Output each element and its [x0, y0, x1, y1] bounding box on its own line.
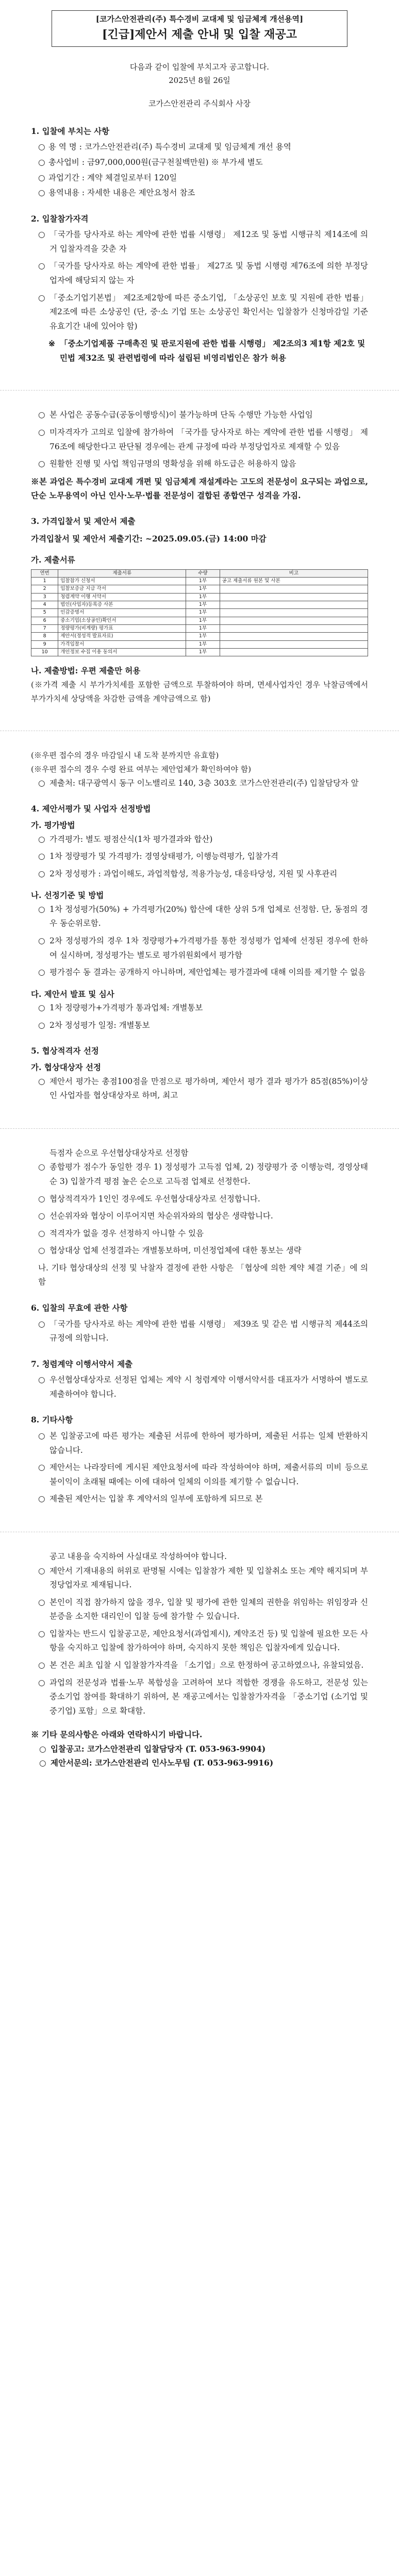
section-8-list	[31, 1429, 368, 1506]
note-block: ※ 「중소기업제품 구매촉진 및 판로지원에 관한 법률 시행령」 제2조의3 제1항 제2호 및 민법 제32조 및 관련법령에 따라 설립된 비영리법인은 참가 허용	[31, 336, 368, 365]
table-cell: 제안서(정성적 발표자료)	[58, 633, 186, 640]
list-item-text: 「중소기업기본법」 제2조제2항에 따른 중소기업, 「소상공인 보호 및 지원에 관한 법률」 제2조에 따른 소상공인 (단, 중·소 기업 또는 소상공인 확인서는 입찰참가 신청마감일 기준 유효기간 내에 있어야 함)	[49, 293, 368, 331]
continued-text: 공고 내용을 숙지하여 사실대로 작성하여야 합니다.	[49, 1551, 227, 1561]
list-item: ○ 본인이 직접 참가하지 않을 경우, 입찰 및 평가에 관한 일체의 권한을 위임하는 위임장과 신분증을 소지한 대리인이 입찰 등에 참가할 수 있습니다.	[38, 1596, 368, 1624]
table-header-row	[31, 569, 368, 577]
table-cell	[220, 601, 368, 609]
section-heading: 6. 입찰의 무효에 관한 사항	[31, 1302, 128, 1313]
table-cell: 1부	[186, 578, 220, 585]
table-cell: 9	[31, 640, 58, 648]
section-5a-list	[31, 1075, 368, 1103]
announcement-date: 2025년 8월 26일	[169, 76, 230, 86]
table-cell: 개인정보 수집 이용 동의서	[58, 649, 186, 656]
table-cell	[220, 633, 368, 640]
subsection-heading: 다. 제안서 발표 및 심사	[31, 989, 114, 999]
section-heading: 8. 기타사항	[31, 1415, 73, 1425]
table-cell	[220, 640, 368, 648]
table-header: 제출서류	[58, 569, 186, 577]
page-break	[0, 710, 399, 731]
list-item: ○ 원활한 진행 및 사업 책임규명의 명확성을 위해 하도급은 허용하지 않음	[38, 457, 368, 471]
table-cell: 입찰보증금 지급 각서	[58, 585, 186, 593]
list-item: ○ 본 입찰공고에 따른 평가는 제출된 서류에 한하여 평가하며, 제출된 서류는 일체 반환하지 않습니다.	[38, 1429, 368, 1458]
list-item	[38, 291, 368, 334]
table-cell	[220, 585, 368, 593]
table-cell: 1부	[186, 649, 220, 656]
table-cell: 1부	[186, 633, 220, 640]
vat-note: (※가격 제출 시 부가가치세를 포함한 금액으로 투찰하여야 하며, 면세사업자인 경우 낙찰금액에서 부가가치세 상당액을 차감한 금액을 계약금액으로 함)	[31, 680, 368, 703]
table-cell: 6	[31, 617, 58, 624]
table-cell	[220, 593, 368, 601]
list-item: ○ 본 건은 최초 입찰 시 입찰참가자격을 「소기업」으로 한정하여 공고하였으나, 유찰되었음.	[38, 1658, 368, 1673]
mail-note: (※우편 접수의 경우 마감일시 내 도착 분까지만 유효함)	[31, 751, 219, 760]
section-heading: 2. 입찰참가자격	[31, 213, 89, 224]
bold-note: ※본 과업은 특수경비 교대제 개편 및 임금체계 재설계라는 고도의 전문성이 요구되는 과업으로, 단순 노무용역이 아닌 인사·노무·법률 전문성이 결합된 종합연구 성격을 가짐.	[31, 476, 368, 501]
list-item: ○ 협상적격자가 1인인 경우에도 우선협상대상자로 선정합니다.	[38, 1192, 368, 1207]
page-break	[0, 1512, 399, 1532]
mail-note: (※우편 접수의 경우 수령 완료 여부는 제안업체가 확인하여야 함)	[31, 765, 252, 774]
table-row	[31, 617, 368, 624]
list-item: ○ 제안서 기재내용의 허위로 판명될 시에는 입찰참가 제한 및 입찰취소 또는 계약 해지되며 부정당업자로 제재됩니다.	[38, 1564, 368, 1592]
table-row	[31, 625, 368, 633]
section-1-list	[31, 140, 368, 200]
contact-note: ※ 기타 문의사항은 아래와 연락하시기 바랍니다.	[31, 1730, 203, 1740]
table-row	[31, 578, 368, 585]
list-item: ○ 총사업비 : 금97,000,000원(금구천칠백만원) ※ 부가세 별도	[38, 156, 368, 170]
list-item: ○ 과업기간 : 계약 체결일로부터 120일	[38, 171, 368, 185]
table-body	[31, 578, 368, 656]
address-list	[31, 776, 368, 791]
continued-text: 득점자 순으로 우선협상대상자로 선정함	[49, 1148, 189, 1158]
list-item: ○ 1차 정성평가(50%) + 가격평가(20%) 합산에 대한 상위 5개 업체로 선정함. 단, 동점의 경우 동순위로함.	[38, 903, 368, 931]
list-item: ○ 2차 정성평가 : 과업이해도, 과업적합성, 적용가능성, 대응타당성, 지원 및 사후관리	[38, 867, 368, 882]
table-cell: 1부	[186, 640, 220, 648]
table-cell: 1	[31, 578, 58, 585]
list-item: ○ 적격자가 없을 경우 선정하지 아니할 수 있음	[38, 1227, 368, 1241]
title-subtitle: [코가스안전관리(주) 특수경비 교대제 및 임금체계 개선용역]	[95, 14, 304, 24]
table-cell: 1부	[186, 585, 220, 593]
table-cell: 입찰참가 신청서	[58, 578, 186, 585]
documents-table	[31, 569, 368, 657]
section-6-list	[31, 1317, 368, 1346]
list-item: ○ 「국가를 당사자로 하는 계약에 관한 법률 시행령」 제39조 및 같은 법 시행규칙 제44조의 규정에 의함니다.	[38, 1317, 368, 1346]
issuer-org: 코가스안전관리 주식회사 사장	[148, 99, 251, 109]
table-cell: 1부	[186, 609, 220, 617]
table-cell: 중소기업(소상공인)확인서	[58, 617, 186, 624]
table-row	[31, 640, 368, 648]
list-item: ○ 미자격자가 고의로 입찰에 참가하여 「국가를 당사자로 하는 계약에 관한 법률 시행령」 제76조에 해당한다고 판단될 경우에는 관계 규정에 따라 부정당업자로 제재할 수 있음	[38, 426, 368, 454]
table-cell: 공고 제출서류 원본 및 사본	[220, 578, 368, 585]
table-row	[31, 593, 368, 601]
title-box	[52, 10, 347, 47]
table-header: 비고	[220, 569, 368, 577]
list-item: ○ 제출처: 대구광역시 동구 이노밸리로 140, 3층 303호 코가스안전관리(주) 입찰담당자 앞	[38, 776, 368, 791]
list-item: ○ 입찰자는 반드시 입찰공고문, 제안요청서(과업제시), 계약조건 등) 및 입찰에 필요한 모든 사항을 숙지하고 입찰에 참가하여야 하며, 숙지하지 못한 책임은 입찰자에게 있습니다.	[38, 1627, 368, 1655]
table-cell: 1부	[186, 625, 220, 633]
list-item: ○ 1차 정량평가 및 가격평가: 경영상태평가, 이행능력평가, 입찰가격	[38, 850, 368, 864]
table-cell: 정량평가(비계량) 평가표	[58, 625, 186, 633]
subsection-heading: 가. 제출서류	[31, 555, 75, 565]
table-cell: 인감증명서	[58, 609, 186, 617]
list-item: ○ 「국가를 당사자로 하는 계약에 관한 법률」 제27조 및 동법 시행령 제76조에 의한 부정당업자에 해당되지 않는 자	[38, 259, 368, 287]
section-4c-list	[31, 1001, 368, 1032]
contact-item: ○ 입찰공고: 코가스안전관리 입찰담당자 (T. 053-963-9904)	[39, 1742, 368, 1756]
table-row	[31, 649, 368, 656]
table-cell	[220, 625, 368, 633]
page-break	[0, 1108, 399, 1129]
intro-text: 다음과 같이 입찰에 부치고자 공고합니다.	[129, 62, 270, 72]
section-2b-list	[31, 408, 368, 471]
list-item: ○ 본 사업은 공동수급(공동이행방식)이 불가능하며 단독 수행만 가능한 사업임	[38, 408, 368, 422]
list-item: ○ 2차 정성평가의 경우 1차 정량평가+가격평가를 통한 정성평가 업체에 선정된 경우에 한하여 실시하며, 정성평가는 별도로 평가위원회에서 평가함	[38, 934, 368, 962]
subsection-heading: 나. 제출방법: 우편 제출만 허용	[31, 666, 141, 676]
list-item: ○ 가격평가: 별도 평점산식(1차 평가결과와 합산)	[38, 833, 368, 847]
subsection-heading: 나. 선정기준 및 방법	[31, 890, 104, 901]
subsection-heading: 가. 평가방법	[31, 820, 75, 830]
list-item: ○ 용역내용 : 자세한 내용은 제안요청서 참조	[38, 186, 368, 200]
list-item: ○ 평가점수 동 결과는 공개하지 아니하며, 제안업체는 평가결과에 대해 이의를 제기할 수 없음	[38, 965, 368, 980]
table-cell: 1부	[186, 601, 220, 609]
contact-list	[31, 1742, 368, 1770]
table-cell: 1부	[186, 617, 220, 624]
table-cell: 4	[31, 601, 58, 609]
table-cell: 7	[31, 625, 58, 633]
table-header: 연번	[31, 569, 58, 577]
section-5b-list	[31, 1160, 368, 1258]
list-item: ○ 종합평가 점수가 동일한 경우 1) 정성평가 고득점 업체, 2) 정량평가 중 이행능력, 경영상태 순 3) 입찰가격 평점 높은 순으로 고득점 업체로 선정한다.	[38, 1160, 368, 1189]
table-header: 수량	[186, 569, 220, 577]
subsection-heading: 가. 협상대상자 선정	[31, 1062, 101, 1073]
section-8b-list	[31, 1564, 368, 1719]
page-break	[0, 370, 399, 391]
table-cell: 2	[31, 585, 58, 593]
list-item: ○ 과업의 전문성과 법률·노무 복합성을 고려하여 보다 적합한 경쟁을 유도하고, 전문성 있는 중소기업 참여를 확대하기 위하여, 본 재공고에서는 입찰참가자격을 「중소기업 (소기업 및 중기업) 포함」으로 확대함.	[38, 1676, 368, 1719]
table-cell: 10	[31, 649, 58, 656]
list-item: ○ 용 역 명 : 코가스안전관리(주) 특수경비 교대제 및 임금체계 개선 용역	[38, 140, 368, 155]
table-row	[31, 633, 368, 640]
table-cell: 법인(사업자)등록증 사본	[58, 601, 186, 609]
table-row	[31, 601, 368, 609]
table-cell	[220, 649, 368, 656]
table-cell	[220, 617, 368, 624]
deadline-text: 가격입찰서 및 제안서 제출기간: ~2025.09.05.(금) 14:00 마감	[31, 533, 267, 544]
contact-item: ○ 제안서문의: 코가스안전관리 인사노무팀 (T. 053-963-9916)	[39, 1756, 368, 1770]
list-item: ○ 선순위자와 협상이 이루어지면 차순위자와의 협상은 생략합니다.	[38, 1209, 368, 1224]
section-heading: 1. 입찰에 부치는 사항	[31, 126, 110, 136]
section-heading: 7. 청렴계약 이행서약서 제출	[31, 1359, 133, 1369]
table-cell: 5	[31, 609, 58, 617]
list-item: ○ 제안서는 나라장터에 게시된 제안요청서에 따라 작성하여야 하며, 제출서류의 미비 등으로 불이익이 초래될 때에는 이에 대하여 일체의 이의를 제기할 수 없습니다.	[38, 1461, 368, 1489]
list-item: ○ 「국가를 당사자로 하는 계약에 관한 법률 시행령」 제12조 및 동법 시행규칙 제14조에 의거 입찰자격을 갖춘 자	[38, 228, 368, 256]
table-cell: 8	[31, 633, 58, 640]
section-7-list	[31, 1373, 368, 1401]
table-row	[31, 585, 368, 593]
table-cell: 3	[31, 593, 58, 601]
section-2-list	[31, 228, 368, 333]
list-item: ○ 제안서 평가는 총점100점을 만점으로 평가하며, 제안서 평가 결과 평가가 85점(85%)이상인 사업자를 협상대상자로 하며, 최고	[38, 1075, 368, 1103]
list-item: ○ 우선협상대상자로 선정된 업체는 계약 시 청렴계약 이행서약서를 대표자가 서명하여 별도로 제출하여야 합니다.	[38, 1373, 368, 1401]
table-cell: 청렴계약 이행 서약서	[58, 593, 186, 601]
table-cell: 1부	[186, 593, 220, 601]
section-heading: 4. 제안서평가 및 사업자 선정방법	[31, 804, 151, 814]
list-item: ○ 2차 정성평가 일정: 개별통보	[38, 1019, 368, 1033]
subsection-text: 나. 기타 협상대상의 선정 및 낙찰자 결정에 관한 사항은 「협상에 의한 계약 체결 기준」에 의함	[38, 1263, 368, 1287]
section-heading: 5. 협상적격자 선정	[31, 1046, 99, 1056]
page-title: [긴급]제안서 제출 안내 및 입찰 재공고	[102, 27, 297, 41]
section-4b-list	[31, 903, 368, 980]
section-4a-list	[31, 833, 368, 882]
table-cell	[220, 609, 368, 617]
list-item: ○ 1차 정량평가+가격평가 통과업체: 개별통보	[38, 1001, 368, 1015]
list-item: ○ 협상대상 업체 선정결과는 개별통보하며, 미선정업체에 대한 통보는 생략	[38, 1244, 368, 1258]
section-heading: 3. 가격입찰서 및 제안서 제출	[31, 516, 136, 526]
table-row	[31, 609, 368, 617]
list-item: ○ 제출된 제안서는 입찰 후 계약서의 일부에 포함하게 되므로 본	[38, 1492, 368, 1506]
table-cell: 가격입찰서	[58, 640, 186, 648]
